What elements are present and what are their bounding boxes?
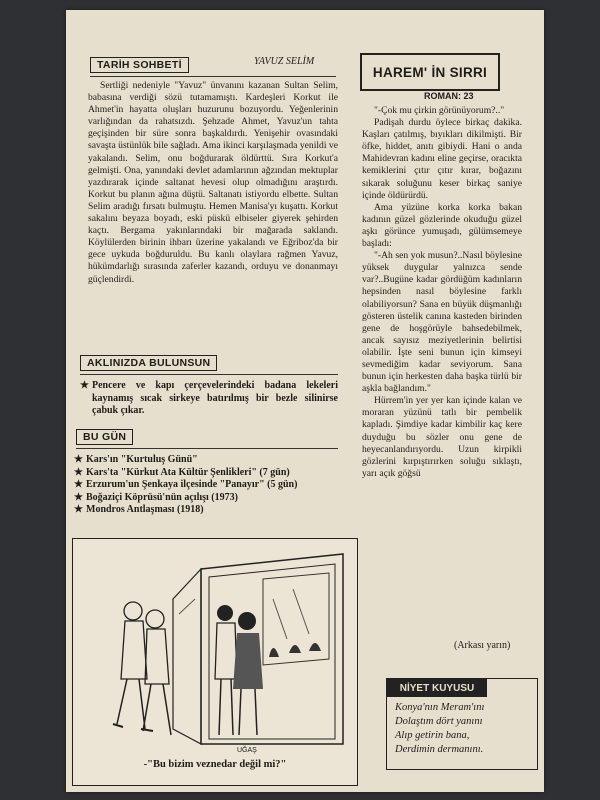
list-item: ★ Erzurum'un Şenkaya ilçesinde "Panayır" (5 gün) [74, 479, 298, 490]
story-paragraph: Ama yüzüne korka korka bakan kadının güzel gözlerinde okuduğu güzel aşkı görünce yumuşadı, gülümsemeye başladı: [362, 201, 522, 250]
page-content [66, 10, 544, 792]
bu-gun-list [74, 454, 342, 517]
niyet-poem [395, 701, 484, 757]
list-item: ★ Mondros Antlaşması (1918) [74, 504, 204, 515]
story-paragraph: Hürrem'in yer yer kan içinde kalan ve moraran yüzünü tatlı bir pembelik kapladı. Şimdiye kadar kimbilir kaç kere duyduğu bu sözler onu gene de heyecanlandırıyordu. Uzun kirpikli gözlerini kırpıştırırken soluğu sıklaştı, yarı açık göğsü [362, 395, 522, 479]
story-paragraph: "-Ah sen yok musun?..Nasıl böylesine yüksek duygular yalnızca sende var?..Bugüne kadar gördüğüm kadınların hepsinden nasıl böylesine farklı olabiliyorsun? Sana en büyük düşmanlığı gösteren üstelik canına kasteden birinden gene de hoşgörüyle bahsedebilmek, ancak sayısız meziyetlerinin belirtisi olabilir. İşte seni bunun için kimseyi sevmediğim kadar seviyorum. Sana bunun için herkesten daha başka türlü bir aşkla bağlandım." [362, 250, 522, 395]
star-icon: ★ [74, 454, 83, 465]
list-item: ★ Boğaziçi Köprüsü'nün açılışı (1973) [74, 491, 238, 503]
niyet-kuyusu-header: NİYET KUYUSU [387, 679, 487, 697]
arkasi-yarin: (Arkası yarın) [454, 640, 511, 651]
roman-number: ROMAN: 23 [424, 91, 474, 101]
story-paragraph: "-Çok mu çirkin görünüyorum?.." [374, 105, 505, 116]
poem-line: Alıp getirin bana, [395, 730, 470, 741]
cartoon-illustration [73, 539, 357, 753]
harem-title: HAREM' İN SIRRI [360, 53, 500, 91]
author-byline: YAVUZ SELİM [254, 56, 315, 67]
poem-line: Konya'nın Meram'ını [395, 702, 485, 713]
bu-gun-header: BU GÜN [76, 429, 133, 445]
divider [76, 448, 338, 449]
cartoon-frame [72, 538, 358, 786]
star-icon: ★ [74, 491, 83, 503]
cartoon-caption: -"Bu bizim veznedar değil mi?" [143, 759, 287, 770]
divider [80, 374, 338, 375]
tarih-paragraph: Sertliği nedeniyle "Yavuz" ünvanını kazanan Sultan Selim, babasına verdiği sözü tutamamıştı. Kardeşleri Korkut ile Ahmet'in hayatta oluşları huzurunu bozuyordu. Yeğenlerinin varlığından da rahatsızdı. Şehzade Ahmet, Yavuz'un tahta geçişinden bir süre sonra başkaldırdı. Yenişehir ovasındaki savaşta üstünlük bile sağladı. Ama ikinci karşılaşmada yenildi ve yakalandı. Selim, onu boğdurarak öldürttü. Sıra Korkut'a gelmişti. Ona, yanındaki devlet adamlarının ağzından mektuplar yazdırarak içinde saltanat hevesi olup olmadığını araştırdı. Korkut bu planın ağına düştü. Saltanatı istiyordu elbette. Sultan Selim aradığı fırsatı bulmuştu. Hemen Manisa'yı kuşattı. Korkut sakalını beyaza boyadı, eski püskü elbiseler giyerek şehirden kaçtı. Bergama yakınlarındaki bir mağarada saklandı. Köylülerden birinin ihbarı üzerine yakalandı ve Eğriboz'da bir gece uykuda boğduruldu. Bu kanlı olaylara rağmen Yavuz, hükümdarlığı sırasında zaferler kazandı, orduyu ve donanmayı güçlendirdi. [88, 80, 338, 285]
list-item: ★ Kars'ta "Kürkut Ata Kültür Şenlikleri" (7 gün) [74, 466, 290, 478]
aklinizda-tip: ★ Pencere ve kapı çerçevelerindeki badana lekeleri kaynamış sıcak sirkeye batırılmış bir bezle silinirse çabuk çıkar. [80, 380, 338, 416]
aklinizda-header: AKLINIZDA BULUNSUN [80, 355, 217, 371]
tarih-article [88, 80, 338, 286]
divider [90, 76, 336, 77]
tarih-sohbeti-header: TARİH SOHBETİ [90, 57, 189, 73]
cartoon-signature: UĞAŞ [237, 747, 257, 754]
poem-line: Derdimin dermanını. [395, 744, 484, 755]
star-icon: ★ [74, 504, 83, 515]
star-icon: ★ [74, 466, 83, 478]
niyet-kuyusu-box [386, 678, 538, 770]
poem-line: Dolaştım dört yanını [395, 716, 483, 727]
list-item: ★ Kars'ın "Kurtuluş Günü" [74, 454, 198, 465]
star-icon: ★ [80, 380, 89, 391]
harem-story [362, 105, 522, 480]
story-paragraph: Padişah durdu öylece birkaç dakika. Kaşları çatılmış, bıyıkları dikilmişti. Bir öfke, hiddet, anıtı gibiydi. Hani o anda Mahidevran kadını eline geçirse, oracıkta kemiklerini çıtır çıtır kırar, boğazını sıkarak soluğunu keser birkaç saniye içinde öldürürdü. [362, 117, 522, 201]
star-icon: ★ [74, 479, 83, 490]
